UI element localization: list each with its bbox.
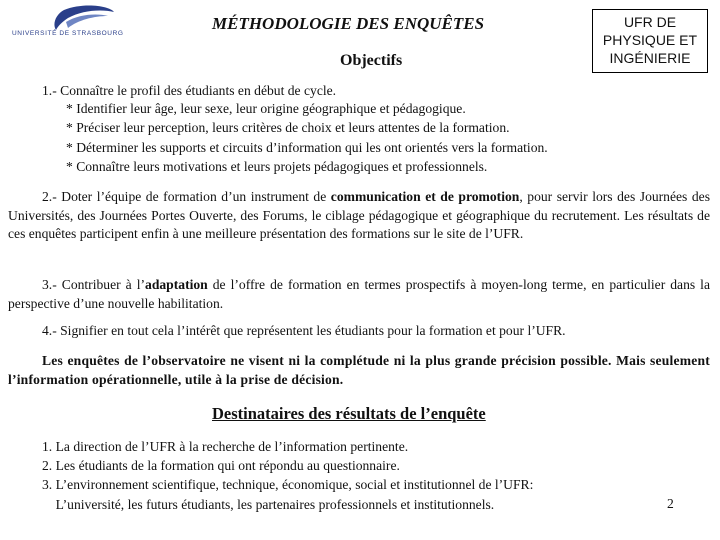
- objective-3-suffix: de l’offre de formation en termes prospectifs à moyen-long terme, en particulier dans la perspective d’une nouvelle habilitation.: [8, 277, 710, 311]
- objective-3: [8, 276, 710, 313]
- strasbourg-swoosh-icon: [6, 4, 146, 44]
- objective-2-prefix: 2.- Doter l’équipe de formation d’un instrument de: [42, 189, 331, 204]
- objective-1-subitem: * Identifier leur âge, leur sexe, leur origine géographique et pédagogique.: [66, 101, 466, 116]
- ufr-line: PHYSIQUE ET: [602, 32, 698, 48]
- objective-1-subitem: * Déterminer les supports et circuits d’information qui les ont orientés vers la formation.: [66, 140, 548, 155]
- ufr-label-box: [592, 9, 708, 73]
- objective-1-subitem: * Préciser leur perception, leurs critères de choix et leurs attentes de la formation.: [66, 120, 510, 135]
- objective-3-emphasis: adaptation: [145, 277, 208, 292]
- objective-2-suffix: , pour servir lors des Journées des Universités, des Journées Portes Ouverte, des Forums, le ciblage pédagogique et géographique du recrutement. Les résultats de ces enquêtes participent enfin à une meilleure présentation des formations sur le site de l’UFR.: [8, 189, 710, 241]
- university-logo-text: UNIVERSITÉ DE STRASBOURG: [12, 30, 124, 37]
- page-number: 2: [667, 496, 674, 511]
- destinataire-item: 3. L’environnement scientifique, technique, économique, social et institutionnel de l’UFR:: [42, 477, 534, 492]
- section-subtitle: Objectifs: [340, 52, 403, 69]
- ufr-line: UFR DE: [623, 14, 677, 30]
- page-title: MÉTHODOLOGIE DES ENQUÊTES: [212, 14, 485, 33]
- destinataire-item: L’université, les futurs étudiants, les partenaires professionnels et institutionnels.: [42, 497, 495, 512]
- destinataire-item: 1. La direction de l’UFR à la recherche de l’information pertinente.: [42, 439, 409, 454]
- objective-2-emphasis: communication et de promotion: [330, 189, 520, 204]
- destinataires-title: Destinataires des résultats de l’enquête: [212, 404, 486, 423]
- objective-1: 1.- Connaître le profil des étudiants en début de cycle.: [42, 83, 337, 98]
- objective-3-prefix: 3.- Contribuer à l’: [42, 277, 146, 292]
- observatory-note: Les enquêtes de l’observatoire ne visent ni la complétude ni la plus grande précision possible. Mais seulement l’information opérationnelle, utile à la prise de décision.: [8, 353, 710, 387]
- university-logo: [6, 4, 146, 44]
- destinataire-item: 2. Les étudiants de la formation qui ont répondu au questionnaire.: [42, 458, 400, 473]
- ufr-line: INGÉNIERIE: [609, 50, 691, 66]
- objective-1-subitem: * Connaître leurs motivations et leurs projets pédagogiques et professionnels.: [66, 159, 488, 174]
- objective-4: 4.- Signifier en tout cela l’intérêt que représentent les étudiants pour la formation et pour l’UFR.: [42, 323, 566, 338]
- objective-2: [8, 188, 710, 244]
